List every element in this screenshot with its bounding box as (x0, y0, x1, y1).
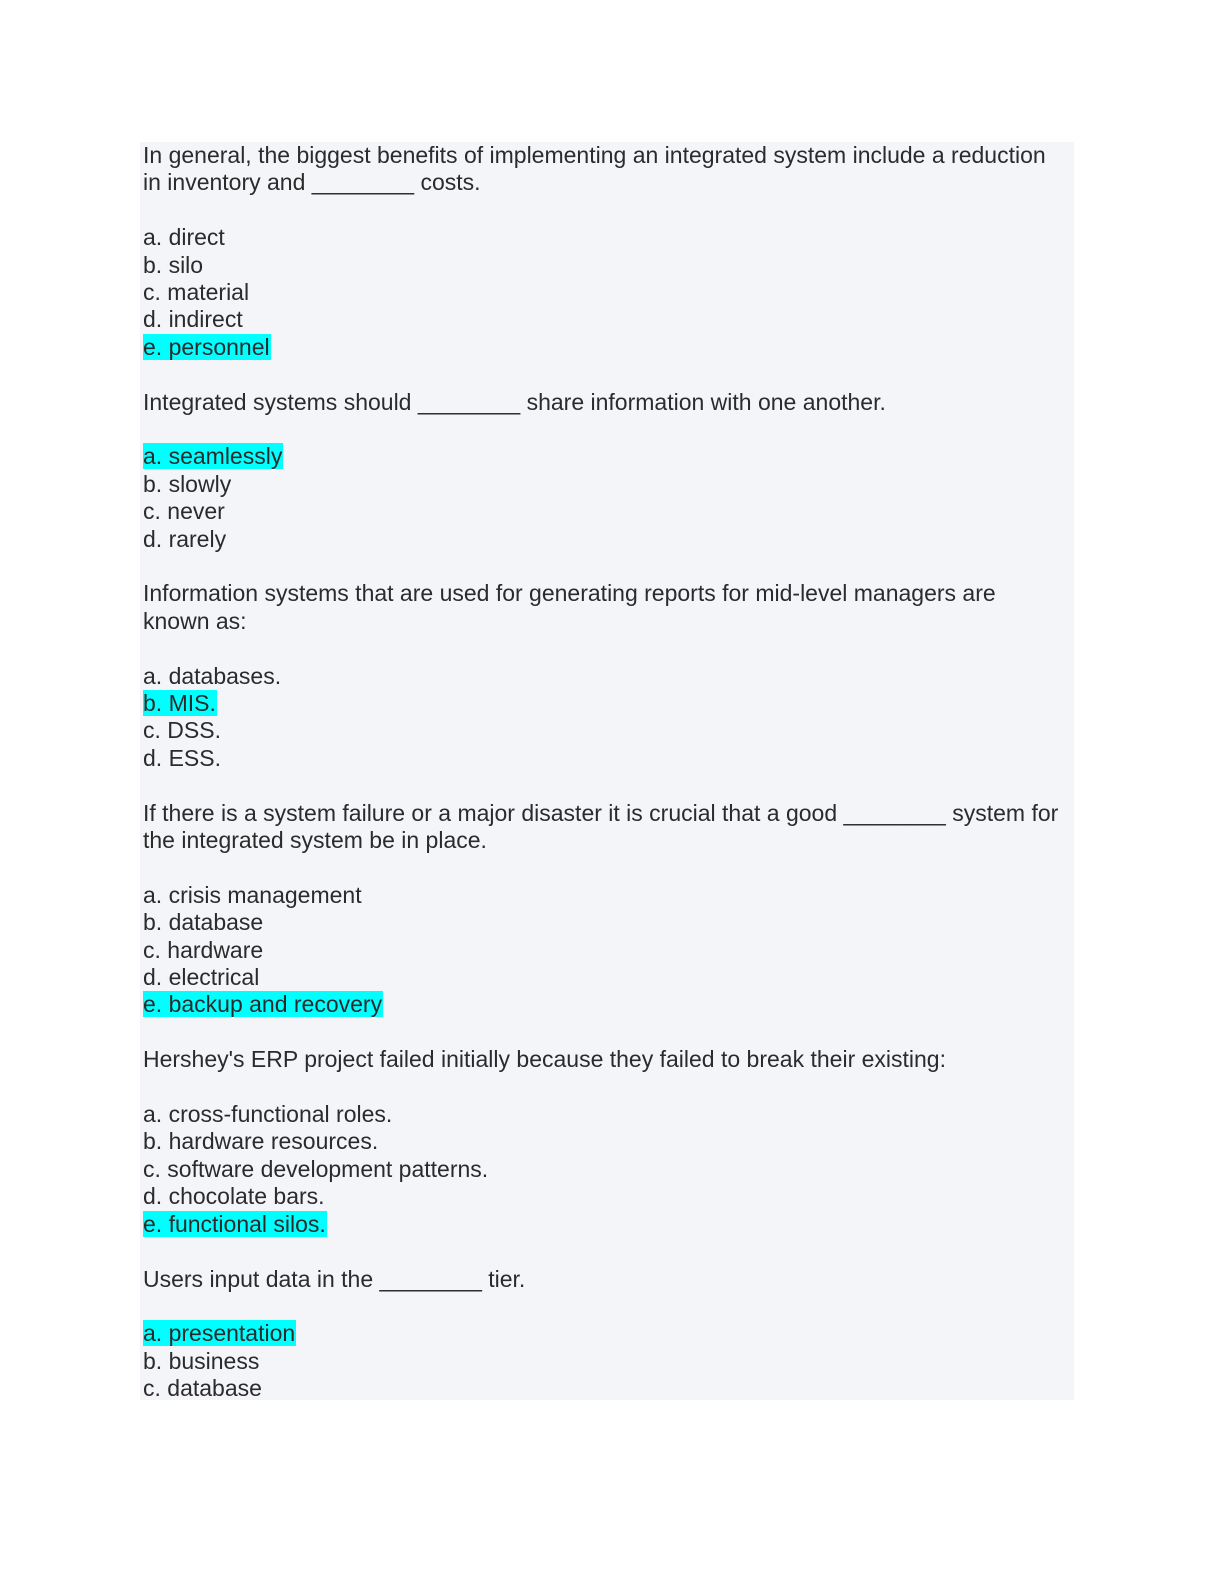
option-label: d. electrical (143, 964, 260, 991)
highlighted-option-label: b. MIS. (143, 690, 216, 717)
answer-option (143, 745, 1068, 772)
correct-answer-option (143, 690, 1068, 717)
question-block (143, 1266, 1068, 1403)
question-text: Integrated systems should ________ share information with one another. (143, 388, 886, 415)
question-block (143, 142, 1068, 389)
question-block (143, 580, 1068, 799)
question-text: If there is a system failure or a major disaster it is crucial that a good ________ system for the integrated system be in place. (143, 799, 1059, 854)
answer-option (143, 1101, 1068, 1128)
answer-option (143, 498, 1068, 525)
answer-option (143, 224, 1068, 251)
option-label: c. software development patterns. (143, 1155, 489, 1182)
answer-option (143, 1128, 1068, 1155)
correct-answer-option (143, 991, 1068, 1018)
option-label: b. silo (143, 251, 204, 278)
option-label: b. slowly (143, 470, 232, 497)
answer-option (143, 1348, 1068, 1375)
answer-option (143, 909, 1068, 936)
option-label: d. indirect (143, 306, 243, 333)
option-label: c. never (143, 498, 225, 525)
answer-option (143, 1156, 1068, 1183)
option-label: d. rarely (143, 525, 227, 552)
question-text: In general, the biggest benefits of implementing an integrated system include a reduction in inventory and ________ costs. (143, 142, 1046, 196)
answer-option (143, 471, 1068, 498)
answer-option (143, 717, 1068, 744)
answer-option (143, 882, 1068, 909)
option-label: b. database (143, 909, 264, 936)
highlighted-option-label: a. presentation (143, 1320, 296, 1347)
answer-option (143, 252, 1068, 279)
option-label: c. hardware (143, 936, 264, 963)
correct-answer-option (143, 1320, 1068, 1347)
option-label: a. crisis management (143, 881, 362, 908)
option-label: d. chocolate bars. (143, 1183, 325, 1210)
question-text: Information systems that are used for generating reports for mid-level managers are known as: (143, 580, 996, 634)
answer-option (143, 306, 1068, 333)
highlighted-option-label: e. backup and recovery (143, 991, 383, 1018)
highlighted-option-label: a. seamlessly (143, 443, 283, 470)
question-block (143, 800, 1068, 1047)
answer-option (143, 663, 1068, 690)
option-label: a. cross-functional roles. (143, 1101, 393, 1128)
option-label: b. hardware resources. (143, 1128, 379, 1155)
correct-answer-option (143, 443, 1068, 470)
quiz-document (143, 142, 1068, 1403)
option-label: a. databases. (143, 662, 282, 689)
question-block (143, 1046, 1068, 1265)
answer-option (143, 937, 1068, 964)
answer-option (143, 1375, 1068, 1402)
option-label: d. ESS. (143, 744, 221, 771)
option-label: c. DSS. (143, 717, 221, 744)
answer-option (143, 279, 1068, 306)
answer-option (143, 1183, 1068, 1210)
option-label: b. business (143, 1347, 260, 1374)
option-label: c. database (143, 1375, 262, 1402)
question-block (143, 389, 1068, 581)
correct-answer-option (143, 334, 1068, 361)
highlighted-option-label: e. personnel (143, 333, 270, 360)
answer-option (143, 526, 1068, 553)
question-text: Hershey's ERP project failed initially because they failed to break their existing: (143, 1046, 946, 1073)
correct-answer-option (143, 1211, 1068, 1238)
highlighted-option-label: e. functional silos. (143, 1210, 326, 1237)
answer-option (143, 964, 1068, 991)
option-label: a. direct (143, 224, 225, 251)
option-label: c. material (143, 279, 250, 306)
question-text: Users input data in the ________ tier. (143, 1265, 526, 1292)
